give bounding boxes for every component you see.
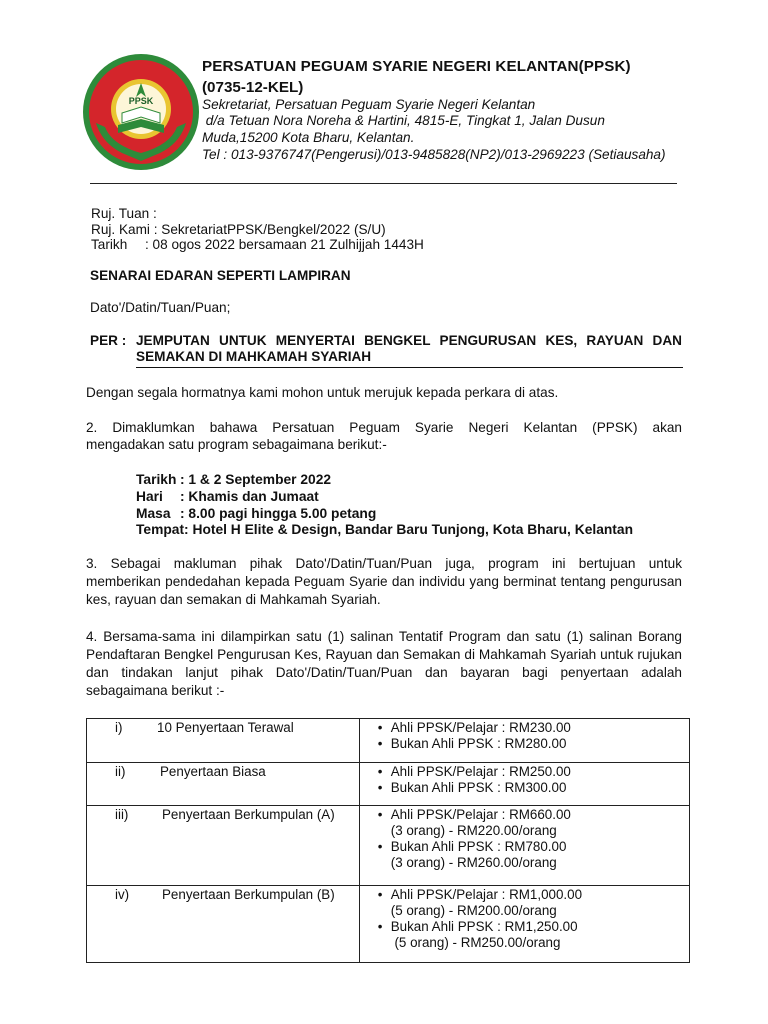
nonmember-fee-note: (5 orang) - RM250.00/orang: [390, 935, 561, 950]
nonmember-fee-note: (3 orang) - RM260.00/orang: [390, 855, 557, 870]
category-name: Penyertaan Biasa: [160, 764, 266, 779]
fee-category-cell: [87, 886, 360, 963]
subject-underline: [136, 367, 683, 368]
subject-line: SEMAKAN DI MAHKAMAH SYARIAH: [136, 349, 372, 364]
paragraph-3-line: kes, rayuan dan semakan di Mahkamah Syariah.: [86, 592, 381, 607]
member-fee-note: (3 orang) - RM220.00/orang: [390, 823, 557, 838]
event-time-value: : 8.00 pagi hingga 5.00 petang: [180, 506, 377, 521]
subject-line: JEMPUTAN UNTUK MENYERTAI BENGKEL PENGURUSAN KES, RAYUAN DAN: [136, 333, 682, 348]
org-name: PERSATUAN PEGUAM SYARIE NEGERI KELANTAN(PPSK): [202, 58, 631, 75]
event-date-value: : 1 & 2 September 2022: [180, 472, 332, 487]
event-day-value: : Khamis dan Jumaat: [180, 489, 319, 504]
opening-paragraph: Dengan segala hormatnya kami mohon untuk merujuk kepada perkara di atas.: [86, 385, 559, 400]
member-fee: • Ahli PPSK/Pelajar : RM660.00: [378, 807, 689, 823]
event-date: [136, 472, 331, 487]
event-venue-value: : Hotel H Elite & Design, Bandar Baru Tunjong, Kota Bharu, Kelantan: [184, 522, 633, 537]
category-name: Penyertaan Berkumpulan (A): [162, 807, 335, 822]
member-fee-note: (5 orang) - RM200.00/orang: [390, 903, 557, 918]
paragraph-2-line: 2. Dimaklumkan bahawa Persatuan Peguam Syarie Negeri Kelantan (PPSK) akan: [86, 420, 682, 435]
nonmember-fee: • Bukan Ahli PPSK : RM300.00: [378, 780, 689, 796]
row-number: ii): [115, 764, 126, 779]
fee-category-cell: [87, 806, 360, 886]
fee-amount-cell: [359, 719, 689, 763]
subject-label: PER :: [90, 333, 127, 348]
member-fee: • Ahli PPSK/Pelajar : RM230.00: [378, 720, 689, 736]
ppsk-logo: [82, 53, 200, 171]
category-name: Penyertaan Berkumpulan (B): [162, 887, 335, 902]
table-row: [87, 886, 690, 963]
address-line: d/a Tetuan Nora Noreha & Hartini, 4815-E, Tingkat 1, Jalan Dusun: [202, 113, 605, 128]
paragraph-4-line: sebagaimana berikut :-: [86, 683, 225, 698]
fee-category-cell: [87, 763, 360, 806]
nonmember-fee: • Bukan Ahli PPSK : RM780.00: [378, 839, 689, 855]
address-line: Muda,15200 Kota Bharu, Kelantan.: [202, 130, 415, 145]
event-venue-label: Tempat: [136, 522, 185, 537]
paragraph-4-line: Pendaftaran Bengkel Pengurusan Kes, Rayuan dan Semakan di Mahkamah Syariah untuk rujukan: [86, 647, 682, 662]
paragraph-2-line: mengadakan satu program sebagaimana berikut:-: [86, 437, 387, 452]
ref-kami: Ruj. Kami : SekretariatPPSK/Bengkel/2022 (S/U): [91, 222, 386, 237]
table-row: [87, 806, 690, 886]
event-venue: [136, 522, 633, 537]
ref-date-value: : 08 ogos 2022 bersamaan 21 Zulhijjah 1443H: [145, 237, 424, 252]
event-time: [136, 506, 376, 521]
nonmember-fee: • Bukan Ahli PPSK : RM1,250.00: [378, 919, 689, 935]
member-fee: • Ahli PPSK/Pelajar : RM1,000.00: [378, 887, 689, 903]
fee-amount-cell: [359, 806, 689, 886]
paragraph-3-line: 3. Sebagai makluman pihak Dato'/Datin/Tuan/Puan juga, program ini bertujuan untuk: [86, 556, 682, 571]
row-number: i): [115, 720, 123, 735]
address-line: Sekretariat, Persatuan Peguam Syarie Negeri Kelantan: [202, 97, 536, 112]
table-row: [87, 719, 690, 763]
event-day: [136, 489, 319, 504]
ref-date: [91, 237, 424, 252]
header-divider: [90, 183, 677, 184]
event-day-label: Hari: [136, 489, 163, 504]
table-row: [87, 763, 690, 806]
row-number: iii): [115, 807, 129, 822]
category-name: 10 Penyertaan Terawal: [157, 720, 294, 735]
event-time-label: Masa: [136, 506, 171, 521]
nonmember-fee: • Bukan Ahli PPSK : RM280.00: [378, 736, 689, 752]
org-registration: (0735-12-KEL): [202, 79, 304, 96]
fee-amount-cell: [359, 763, 689, 806]
ref-tuan: Ruj. Tuan :: [91, 206, 157, 221]
paragraph-3-line: memberikan pendedahan kepada Peguam Syarie dan individu yang berminat tentang pengurusan: [86, 574, 682, 589]
paragraph-4-line: 4. Bersama-sama ini dilampirkan satu (1) salinan Tentatif Program dan satu (1) salinan Borang: [86, 629, 682, 644]
fee-category-cell: [87, 719, 360, 763]
phone-line: Tel : 013-9376747(Pengerusi)/013-9485828(NP2)/013-2969223 (Setiausaha): [202, 147, 666, 162]
row-number: iv): [115, 887, 130, 902]
distribution-heading: SENARAI EDARAN SEPERTI LAMPIRAN: [90, 268, 351, 283]
fee-table: [86, 718, 690, 963]
salutation: Dato'/Datin/Tuan/Puan;: [90, 300, 231, 315]
fee-amount-cell: [359, 886, 689, 963]
member-fee: • Ahli PPSK/Pelajar : RM250.00: [378, 764, 689, 780]
ref-date-label: Tarikh: [91, 237, 128, 252]
paragraph-4-line: dan tindakan lanjut pihak Dato'/Datin/Tuan/Puan dan bayaran bagi penyertaan adalah: [86, 665, 682, 680]
svg-text:PPSK: PPSK: [128, 96, 154, 106]
event-date-label: Tarikh: [136, 472, 177, 487]
